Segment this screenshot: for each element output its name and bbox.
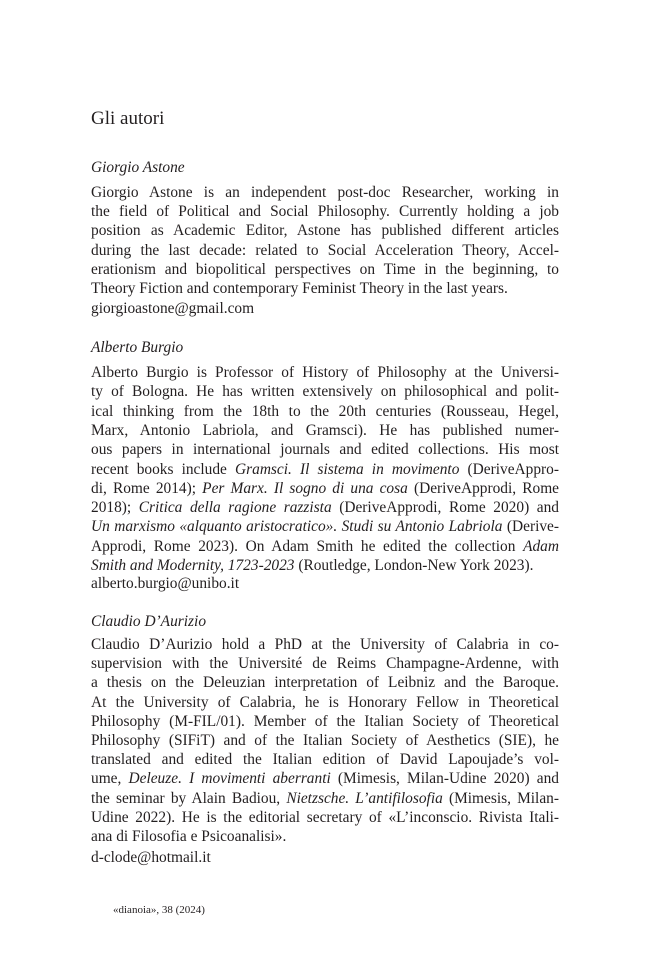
bio-text: (Routledge, London-New York 2023). <box>294 557 534 574</box>
bio-line <box>91 827 559 846</box>
bio-line <box>91 712 559 731</box>
bio-text: ana di Filosofia e Psicoanalisi». <box>91 828 287 845</box>
bio-title-italic: Smith and Modernity, 1723-2023 <box>91 557 295 574</box>
bio-line <box>91 537 559 556</box>
bio-text: a thesis on the Deleuzian interpretation of Leibniz and the Baroque. <box>91 674 559 692</box>
bio-text: recent books include <box>91 460 236 478</box>
bio-line <box>91 363 559 382</box>
bio-line <box>91 221 559 240</box>
bio-text: during the last decade: related to Social Acceleration Theory, Accel- <box>91 241 559 259</box>
bio-line <box>91 731 559 750</box>
bio-line <box>91 402 559 421</box>
bio-text: Philosophy (M-FIL/01). Member of the Italian Society of Theoretical <box>91 712 559 730</box>
author-name: Claudio D’Aurizio <box>91 613 207 630</box>
bio-text: supervision with the Université de Reims Champagne-Ardenne, with <box>91 655 559 673</box>
bio-title-italic: Nietzsche. L’antifilosofia <box>286 789 443 807</box>
bio-line <box>91 260 559 279</box>
bio-line <box>91 241 559 260</box>
bio-text: ty of Bologna. He has written extensively on philosophical and polit- <box>91 383 559 401</box>
bio-line <box>91 808 559 827</box>
bio-line <box>91 673 559 692</box>
bio-text: (DeriveAppro- <box>459 460 559 478</box>
bio-text: Theory Fiction and contemporary Feminist Theory in the last years. <box>91 280 508 297</box>
author-email: d-clode@hotmail.it <box>91 849 211 866</box>
bio-text: ical thinking from the 18th to the 20th centuries (Rousseau, Hegel, <box>91 402 559 420</box>
bio-line <box>91 202 559 221</box>
bio-line <box>91 440 559 459</box>
bio-text: ume, <box>91 770 129 788</box>
bio-text: (DeriveApprodi, Rome 2020) and <box>331 499 559 517</box>
bio-text: Claudio D’Aurizio hold a PhD at the University of Calabria in co- <box>91 636 559 653</box>
bio-line <box>91 556 559 575</box>
bio-line <box>91 382 559 401</box>
bio-text: At the University of Calabria, he is Honorary Fellow in Theoretical <box>91 693 559 711</box>
bio-line <box>91 750 559 769</box>
bio-text: erationism and biopolitical perspectives on Time in the beginning, to <box>91 260 559 278</box>
bio-title-italic: Un marxismo «alquanto aristocratico». Studi su Antonio Labriola <box>91 518 503 536</box>
author-name: Giorgio Astone <box>91 159 185 176</box>
bio-text: Marx, Antonio Labriola, and Gramsci). He has published numer- <box>91 421 559 439</box>
bio-line <box>91 479 559 498</box>
bio-line <box>91 498 559 517</box>
bio-text: (Mimesis, Milan-Udine 2020) and <box>330 770 559 788</box>
bio-line <box>91 789 559 808</box>
bio-text: Giorgio Astone is an independent post-doc Researcher, working in <box>91 184 559 201</box>
bio-title-italic: Critica della ragione razzista <box>138 499 332 517</box>
bio-line <box>91 693 559 712</box>
bio-text: Philosophy (SIFiT) and of the Italian Society of Aesthetics (SIE), he <box>91 732 559 749</box>
bio-line <box>91 183 559 202</box>
bio-text: (Mimesis, Milan- <box>442 789 559 807</box>
author-name: Alberto Burgio <box>91 339 184 356</box>
author-email: giorgioastone@gmail.com <box>91 300 255 317</box>
bio-line <box>91 769 559 788</box>
bio-text: Udine 2022). He is the editorial secretary of «L’inconscio. Rivista Itali- <box>91 808 559 826</box>
bio-text: the seminar by Alain Badiou, <box>91 789 287 807</box>
bio-line <box>91 279 559 298</box>
bio-text: di, Rome 2014); <box>91 479 203 497</box>
bio-line <box>91 635 559 654</box>
bio-line <box>91 460 559 479</box>
bio-title-italic: Deleuze. I movimenti aberranti <box>128 770 331 788</box>
page-title: Gli autori <box>91 108 165 129</box>
bio-text: (DeriveApprodi, Rome <box>407 479 560 497</box>
bio-text: translated and edited the Italian edition of David Lapoujade’s vol- <box>91 751 559 769</box>
bio-text: position as Academic Editor, Astone has published different articles <box>91 222 559 240</box>
bio-text: the field of Political and Social Philosophy. Currently holding a job <box>91 203 559 221</box>
bio-text: Approdi, Rome 2023). On Adam Smith he edited the collection <box>91 537 524 555</box>
bio-title-italic: Adam <box>523 537 559 555</box>
bio-line <box>91 654 559 673</box>
bio-line <box>91 421 559 440</box>
author-email: alberto.burgio@unibo.it <box>91 575 240 592</box>
bio-line <box>91 517 559 536</box>
bio-text: 2018); <box>91 499 139 517</box>
bio-text: (Derive- <box>502 518 559 536</box>
bio-title-italic: Per Marx. Il sogno di una cosa <box>202 479 408 497</box>
running-footer: «dianoia», 38 (2024) <box>113 904 205 916</box>
bio-title-italic: Gramsci. Il sistema in movimento <box>235 460 460 478</box>
bio-text: ous papers in international journals and edited collections. His most <box>91 441 559 459</box>
bio-text: Alberto Burgio is Professor of History of Philosophy at the Universi- <box>91 364 559 381</box>
